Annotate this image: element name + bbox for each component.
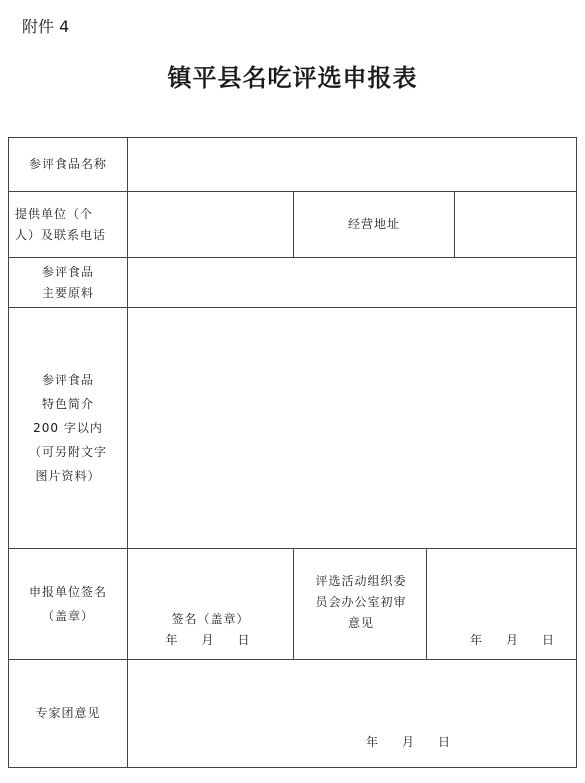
- materials-label: 参评食品 主要原料: [9, 258, 128, 308]
- expert-label: 专家团意见: [9, 660, 128, 768]
- form-row-food-name: [9, 138, 577, 192]
- form-row-intro: [9, 308, 577, 549]
- form-row-provider: [9, 192, 577, 258]
- provider-field[interactable]: [128, 192, 294, 258]
- intro-field[interactable]: [128, 308, 577, 549]
- expert-opinion-field[interactable]: [128, 660, 577, 768]
- application-form: [8, 137, 577, 768]
- committee-opinion-field[interactable]: [427, 549, 577, 660]
- committee-label: 评选活动组织委 员会办公室初审 意见: [294, 549, 427, 660]
- signature-block: 签名（盖章） 年 月 日: [165, 612, 256, 647]
- food-name-label: 参评食品名称: [9, 138, 128, 192]
- form-row-materials: [9, 258, 577, 308]
- address-label: 经营地址: [294, 192, 455, 258]
- provider-label: 提供单位（个 人）及联系电话: [9, 192, 128, 258]
- page-title: 镇平县名吃评选申报表: [167, 64, 418, 92]
- committee-date: 年 月 日: [469, 633, 560, 647]
- materials-field[interactable]: [128, 258, 577, 308]
- attachment-label: 附件 4: [22, 17, 70, 36]
- form-row-expert: [9, 660, 577, 768]
- applicant-label: 申报单位签名 （盖章）: [9, 549, 128, 660]
- form-row-applicant: [9, 549, 577, 660]
- applicant-signature-field[interactable]: [128, 549, 294, 660]
- food-name-field[interactable]: [128, 138, 577, 192]
- expert-date: 年 月 日: [365, 735, 456, 749]
- address-field[interactable]: [455, 192, 577, 258]
- intro-label: 参评食品 特色简介 200 字以内 （可另附文字 图片资料）: [9, 308, 128, 549]
